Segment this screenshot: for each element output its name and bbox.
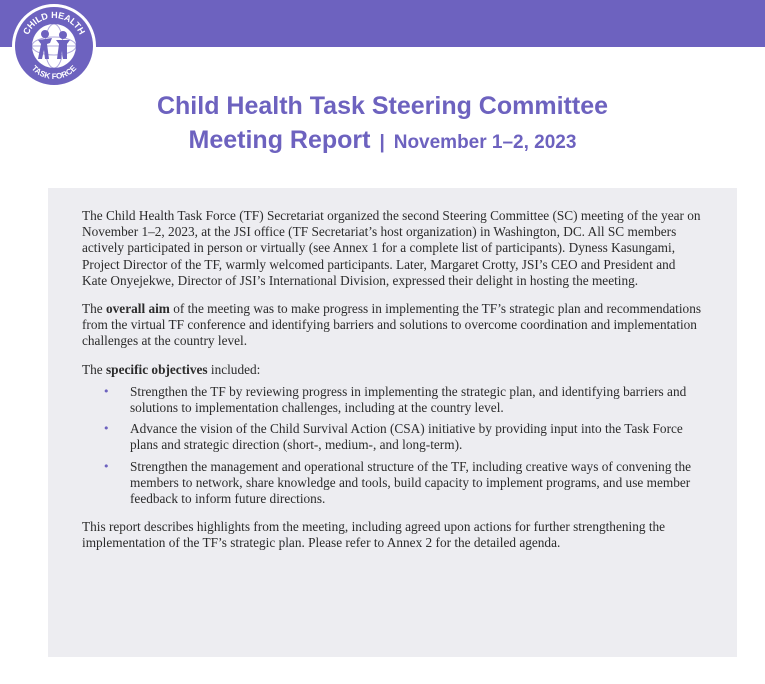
list-item (103, 458, 702, 508)
objectives-intro (82, 362, 702, 378)
closing-paragraph: This report describes highlights from the meeting, including agreed upon actions for further strengthening the implementation of the TF’s strategic plan. Please refer to Annex 2 for the detailed agenda. (82, 519, 666, 551)
logo-text-bottom: TASK FORCE (29, 63, 79, 82)
objective-text: Advance the vision of the Child Survival Action (CSA) initiative by providing input into the Task Force plans and strategic direction (short-, medium-, and long-term). (130, 421, 683, 453)
aim-text-pre: The (82, 301, 106, 317)
report-body (82, 208, 702, 564)
objective-text: Strengthen the TF by reviewing progress in implementing the strategic plan, and identifying barriers and solutions to implementation challenges, including at the country level. (130, 383, 687, 416)
aim-paragraph (82, 301, 702, 350)
report-title: Meeting Report (188, 126, 371, 154)
list-item (103, 421, 702, 453)
bullet-icon: • (103, 459, 110, 473)
logo-text-top: CHILD HEALTH (20, 9, 88, 37)
objectives-text-pre: The (82, 361, 106, 377)
intro-paragraph: The Child Health Task Force (TF) Secretariat organized the second Steering Committee (SC) meeting of the year on November 1–2, 2023, at the JSI office (TF Secretariat’s host organization) in Washington, DC. All SC members actively participated in person or virtually (see Annex 1 for a complete list of participants). Dyness Kasungami, Project Director of the TF, warmly welcomed participants. Later, Margaret Crotty, JSI’s CEO and President and Kate Onyejekwe, Director of JSI’s International Division, expressed their delight in hosting the meeting. (82, 208, 701, 288)
objectives-highlight: specific objectives (106, 361, 208, 377)
page-title: Child Health Task Steering Committee (156, 92, 608, 120)
top-banner (0, 0, 765, 47)
objectives-list (82, 384, 702, 507)
bullet-icon: • (103, 384, 110, 398)
page-subtitle (0, 124, 765, 159)
objective-text: Strengthen the management and operational structure of the TF, including creative ways of convening the members to network, share knowledge and tools, build capacity to implement programs, and use member feedback to inform future directions. (130, 458, 692, 507)
title-separator: | (379, 132, 385, 153)
aim-text-post: of the meeting was to make progress in implementing the TF’s strategic plan and recommendations from the virtual TF conference and identifying barriers and solutions to overcome coordination and implementation challenges at the country level. (82, 301, 702, 349)
child-health-task-force-logo-icon (12, 4, 96, 88)
objectives-text-post: included: (207, 361, 261, 377)
meeting-date: November 1–2, 2023 (393, 132, 577, 153)
bullet-icon: • (103, 422, 110, 436)
list-item (103, 383, 702, 416)
aim-highlight: overall aim (106, 301, 170, 317)
